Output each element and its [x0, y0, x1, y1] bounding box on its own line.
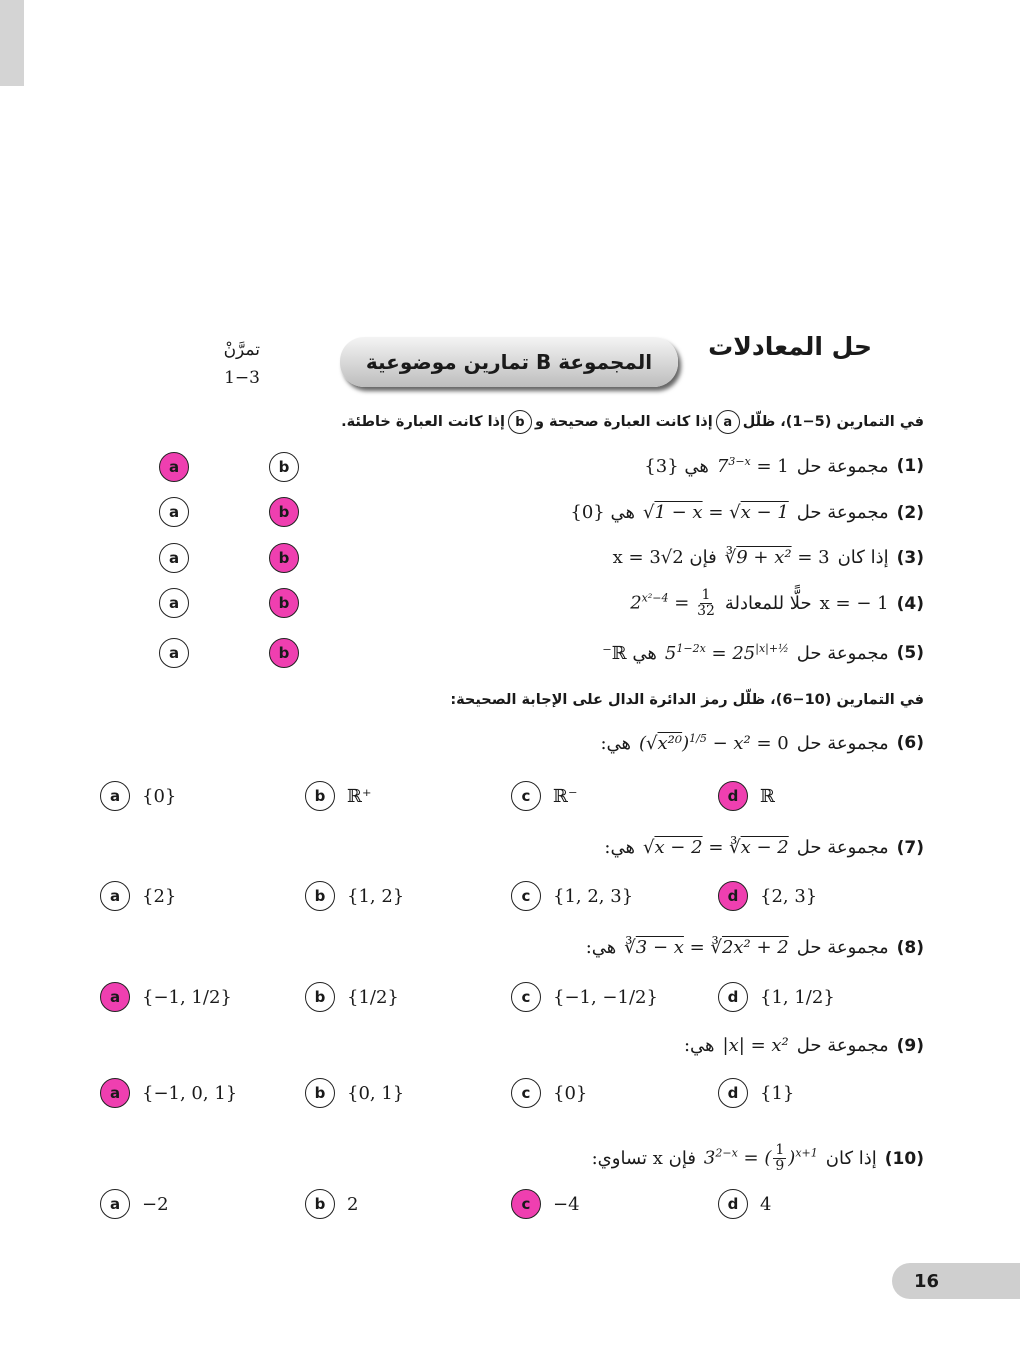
q6-option-c[interactable]: c ℝ⁻	[511, 781, 577, 811]
page-number: 16	[892, 1263, 1020, 1299]
q7-option-c[interactable]: c {1, 2, 3}	[511, 881, 633, 911]
option-a-circle[interactable]: a	[159, 543, 189, 573]
option-b-circle[interactable]: b	[269, 588, 299, 618]
question-7: (7) مجموعة حل √x − 2 = ∛x − 2 هي:	[604, 837, 924, 858]
math-expression: $2^{x^2-4}$ = $\frac{1}{32}$	[630, 587, 715, 619]
math-expression: √1 − x = √x − 1	[642, 502, 789, 523]
option-c-circle[interactable]: c	[511, 1189, 541, 1219]
option-d-circle[interactable]: d	[718, 1189, 748, 1219]
option-c-circle[interactable]: c	[511, 1078, 541, 1108]
q7-option-b[interactable]: b {1, 2}	[305, 881, 404, 911]
option-a-circle[interactable]: a	[100, 781, 130, 811]
q6-option-b[interactable]: b ℝ⁺	[305, 781, 371, 811]
exercise-label	[190, 336, 260, 392]
q7-option-a[interactable]: a {2}	[100, 881, 176, 911]
question-1: (1) مجموعة حل $7^{3-x} = 1$ هي {3}	[644, 455, 924, 477]
option-a-circle[interactable]: a	[100, 881, 130, 911]
option-a-circle[interactable]: a	[159, 452, 189, 482]
option-b-circle[interactable]: b	[269, 543, 299, 573]
q9-option-d[interactable]: d {1}	[718, 1078, 794, 1108]
question-9: (9) مجموعة حل |x| = x² هي:	[683, 1035, 924, 1056]
option-b-circle[interactable]: b	[269, 497, 299, 527]
math-expression: $(√x^{20})^{1/5} - x^2 = 0$	[639, 732, 789, 754]
question-6: (6) مجموعة حل $(√x^{20})^{1/5} - x^2 = 0$ هي:	[600, 732, 924, 754]
option-b-circle[interactable]: b	[305, 781, 335, 811]
section-banner: المجموعة B تمارين موضوعية	[340, 337, 678, 387]
option-b-circle[interactable]: b	[305, 1078, 335, 1108]
section-title: حل المعادلات	[708, 332, 872, 361]
math-expression: $5^{1-2x} = 25^{|x|+\frac{1}{2}}$	[664, 642, 789, 664]
option-b-circle[interactable]: b	[305, 1189, 335, 1219]
option-a-circle[interactable]: a	[159, 497, 189, 527]
q9-option-c[interactable]: c {0}	[511, 1078, 587, 1108]
option-b-circle[interactable]: b	[269, 638, 299, 668]
option-c-circle[interactable]: c	[511, 881, 541, 911]
q10-option-c[interactable]: c −4	[511, 1189, 580, 1219]
question-8: (8) مجموعة حل ∛3 − x = ∛2x² + 2 هي:	[585, 937, 924, 958]
option-d-circle[interactable]: d	[718, 1078, 748, 1108]
option-b-circle[interactable]: b	[269, 452, 299, 482]
q6-option-a[interactable]: a {0}	[100, 781, 176, 811]
q8-option-a[interactable]: a {−1, 1/2}	[100, 982, 232, 1012]
question-3: (3) إذا كان ∛9 + x² = 3 فإن x = 3√2	[612, 547, 924, 568]
option-a-circle[interactable]: a	[159, 588, 189, 618]
q8-option-d[interactable]: d {1, 1/2}	[718, 982, 835, 1012]
option-c-circle[interactable]: c	[511, 982, 541, 1012]
exercise-ref: 1−3	[224, 368, 260, 388]
q9-option-a[interactable]: a {−1, 0, 1}	[100, 1078, 237, 1108]
q10-option-a[interactable]: a −2	[100, 1189, 169, 1219]
q6-option-d[interactable]: d ℝ	[718, 781, 775, 811]
q9-option-b[interactable]: b {0, 1}	[305, 1078, 404, 1108]
option-a-circle[interactable]: a	[100, 982, 130, 1012]
exercise-word: تمرَّنْ	[223, 340, 260, 360]
q10-option-b[interactable]: b 2	[305, 1189, 358, 1219]
question-2: (2) مجموعة حل √1 − x = √x − 1 هي {0}	[570, 502, 924, 523]
question-5: (5) مجموعة حل $5^{1-2x} = 25^{|x|+\frac{1}{2}}$ هي ℝ⁻	[602, 642, 924, 664]
section2-instruction: في التمارين (10−6)، ظلّل رمز الدائرة الدال على الإجابة الصحيحة:	[450, 692, 924, 708]
option-d-circle[interactable]: d	[718, 982, 748, 1012]
page-corner-tab	[0, 0, 24, 86]
q8-option-b[interactable]: b {1/2}	[305, 982, 399, 1012]
option-d-circle[interactable]: d	[718, 781, 748, 811]
q10-option-d[interactable]: d 4	[718, 1189, 771, 1219]
q7-option-d[interactable]: d {2, 3}	[718, 881, 817, 911]
q8-option-c[interactable]: c {−1, −1/2}	[511, 982, 658, 1012]
option-a-circle[interactable]: a	[100, 1189, 130, 1219]
question-4: (4) x = − 1 حلًّا للمعادلة $2^{x^2-4}$ = $\frac{1}{32}$	[630, 587, 924, 619]
math-expression: ∛9 + x² = 3	[724, 547, 830, 568]
option-a-circle[interactable]: a	[159, 638, 189, 668]
math-expression: √x − 2 = ∛x − 2	[642, 837, 789, 858]
option-d-circle[interactable]: d	[718, 881, 748, 911]
question-10: (10) إذا كان $3^{2-x}$ = ( $\frac{1}{9}$ )$^{x+1}$ فإن x تساوي:	[591, 1142, 924, 1174]
section1-instruction: في التمارين (5−1)، ظلّل a إذا كانت العبارة صحيحة و b إذا كانت العبارة خاطئة.	[341, 410, 924, 434]
option-b-circle[interactable]: b	[305, 982, 335, 1012]
option-c-circle[interactable]: c	[511, 781, 541, 811]
math-expression: |x| = x²	[722, 1035, 789, 1056]
math-expression: $7^{3-x} = 1$	[716, 455, 789, 477]
legend-circle-a: a	[716, 410, 740, 434]
option-a-circle[interactable]: a	[100, 1078, 130, 1108]
math-expression: ∛3 − x = ∛2x² + 2	[624, 937, 789, 958]
math-expression: $3^{2-x}$ = ( $\frac{1}{9}$ )$^{x+1}$	[703, 1142, 818, 1174]
option-b-circle[interactable]: b	[305, 881, 335, 911]
legend-circle-b: b	[508, 410, 532, 434]
